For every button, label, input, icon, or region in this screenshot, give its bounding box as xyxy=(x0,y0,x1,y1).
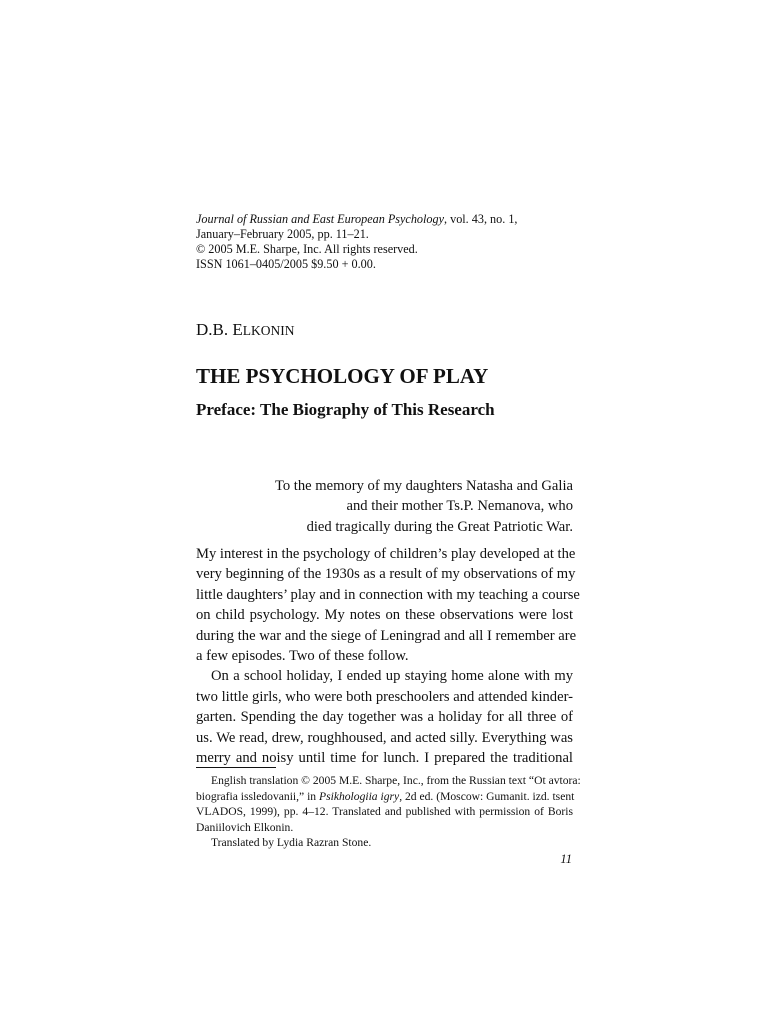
footnote-line: Translated by Lydia Razran Stone. xyxy=(211,836,372,849)
dedication-line: died tragically during the Great Patriotic War. xyxy=(306,518,573,535)
text-line: little daughters’ play and in connection with my teaching a course xyxy=(196,586,580,603)
page-number: 11 xyxy=(560,852,572,866)
dedication xyxy=(275,476,573,537)
journal-name: Journal of Russian and East European Psychology xyxy=(196,212,445,226)
article-subtitle: Preface: The Biography of This Research xyxy=(196,400,495,419)
footnote-text: biografia issledovanii,” in xyxy=(196,789,319,803)
citation-issn: ISSN 1061–0405/2005 $9.50 + 0.00. xyxy=(196,257,376,271)
dedication-line: and their mother Ts.P. Nemanova, who xyxy=(346,498,573,515)
footnote-line xyxy=(196,789,573,805)
footnote-text: , 2d ed. (Moscow: Gumanit. izd. tsent xyxy=(399,789,575,803)
text-line: during the war and the siege of Leningrad and all I remember are xyxy=(196,627,577,644)
body-text xyxy=(196,544,580,768)
author-name xyxy=(196,320,295,341)
journal-volume: , vol. 43, no. 1, xyxy=(444,212,518,226)
paragraph-2 xyxy=(196,666,573,768)
citation-copyright: © 2005 M.E. Sharpe, Inc. All rights reserved. xyxy=(196,242,418,256)
footnote-divider xyxy=(196,767,276,768)
text-line: two little girls, who were both preschoolers and attended kinder- xyxy=(196,688,573,705)
citation-dates: January–February 2005, pp. 11–21. xyxy=(196,227,369,241)
footnote-line: Daniilovich Elkonin. xyxy=(196,820,294,834)
journal-citation xyxy=(196,212,616,272)
paragraph-1 xyxy=(196,544,580,666)
author-initials: D.B. xyxy=(196,320,233,339)
book-title: Psikhologiia igry xyxy=(319,789,400,803)
text-line: My interest in the psychology of children’s play developed at the xyxy=(196,546,576,562)
dedication-line: To the memory of my daughters Natasha and Galia xyxy=(274,478,573,494)
article-title: THE PSYCHOLOGY OF PLAY xyxy=(196,364,489,388)
text-line: very beginning of the 1930s as a result of my observations of my xyxy=(196,566,576,583)
text-line: garten. Spending the day together was a holiday for all three of xyxy=(196,709,573,726)
author-surname-initial: E xyxy=(232,320,243,339)
citation-line-1 xyxy=(196,212,616,227)
footnote xyxy=(196,773,581,851)
text-line: On a school holiday, I ended up staying home alone with my xyxy=(211,668,573,685)
footnote-line: VLADOS, 1999), pp. 4–12. Translated and published with permission of Boris xyxy=(196,805,573,818)
author-surname-rest: LKONIN xyxy=(242,323,295,338)
text-line: a few episodes. Two of these follow. xyxy=(196,647,409,664)
text-line: merry and noisy until time for lunch. I prepared the traditional xyxy=(196,749,573,766)
text-line: on child psychology. My notes on these observations were lost xyxy=(196,607,573,624)
footnote-line: English translation © 2005 M.E. Sharpe, Inc., from the Russian text “Ot avtora: xyxy=(211,774,581,787)
text-line: us. We read, drew, roughhoused, and acted silly. Everything was xyxy=(196,729,573,746)
